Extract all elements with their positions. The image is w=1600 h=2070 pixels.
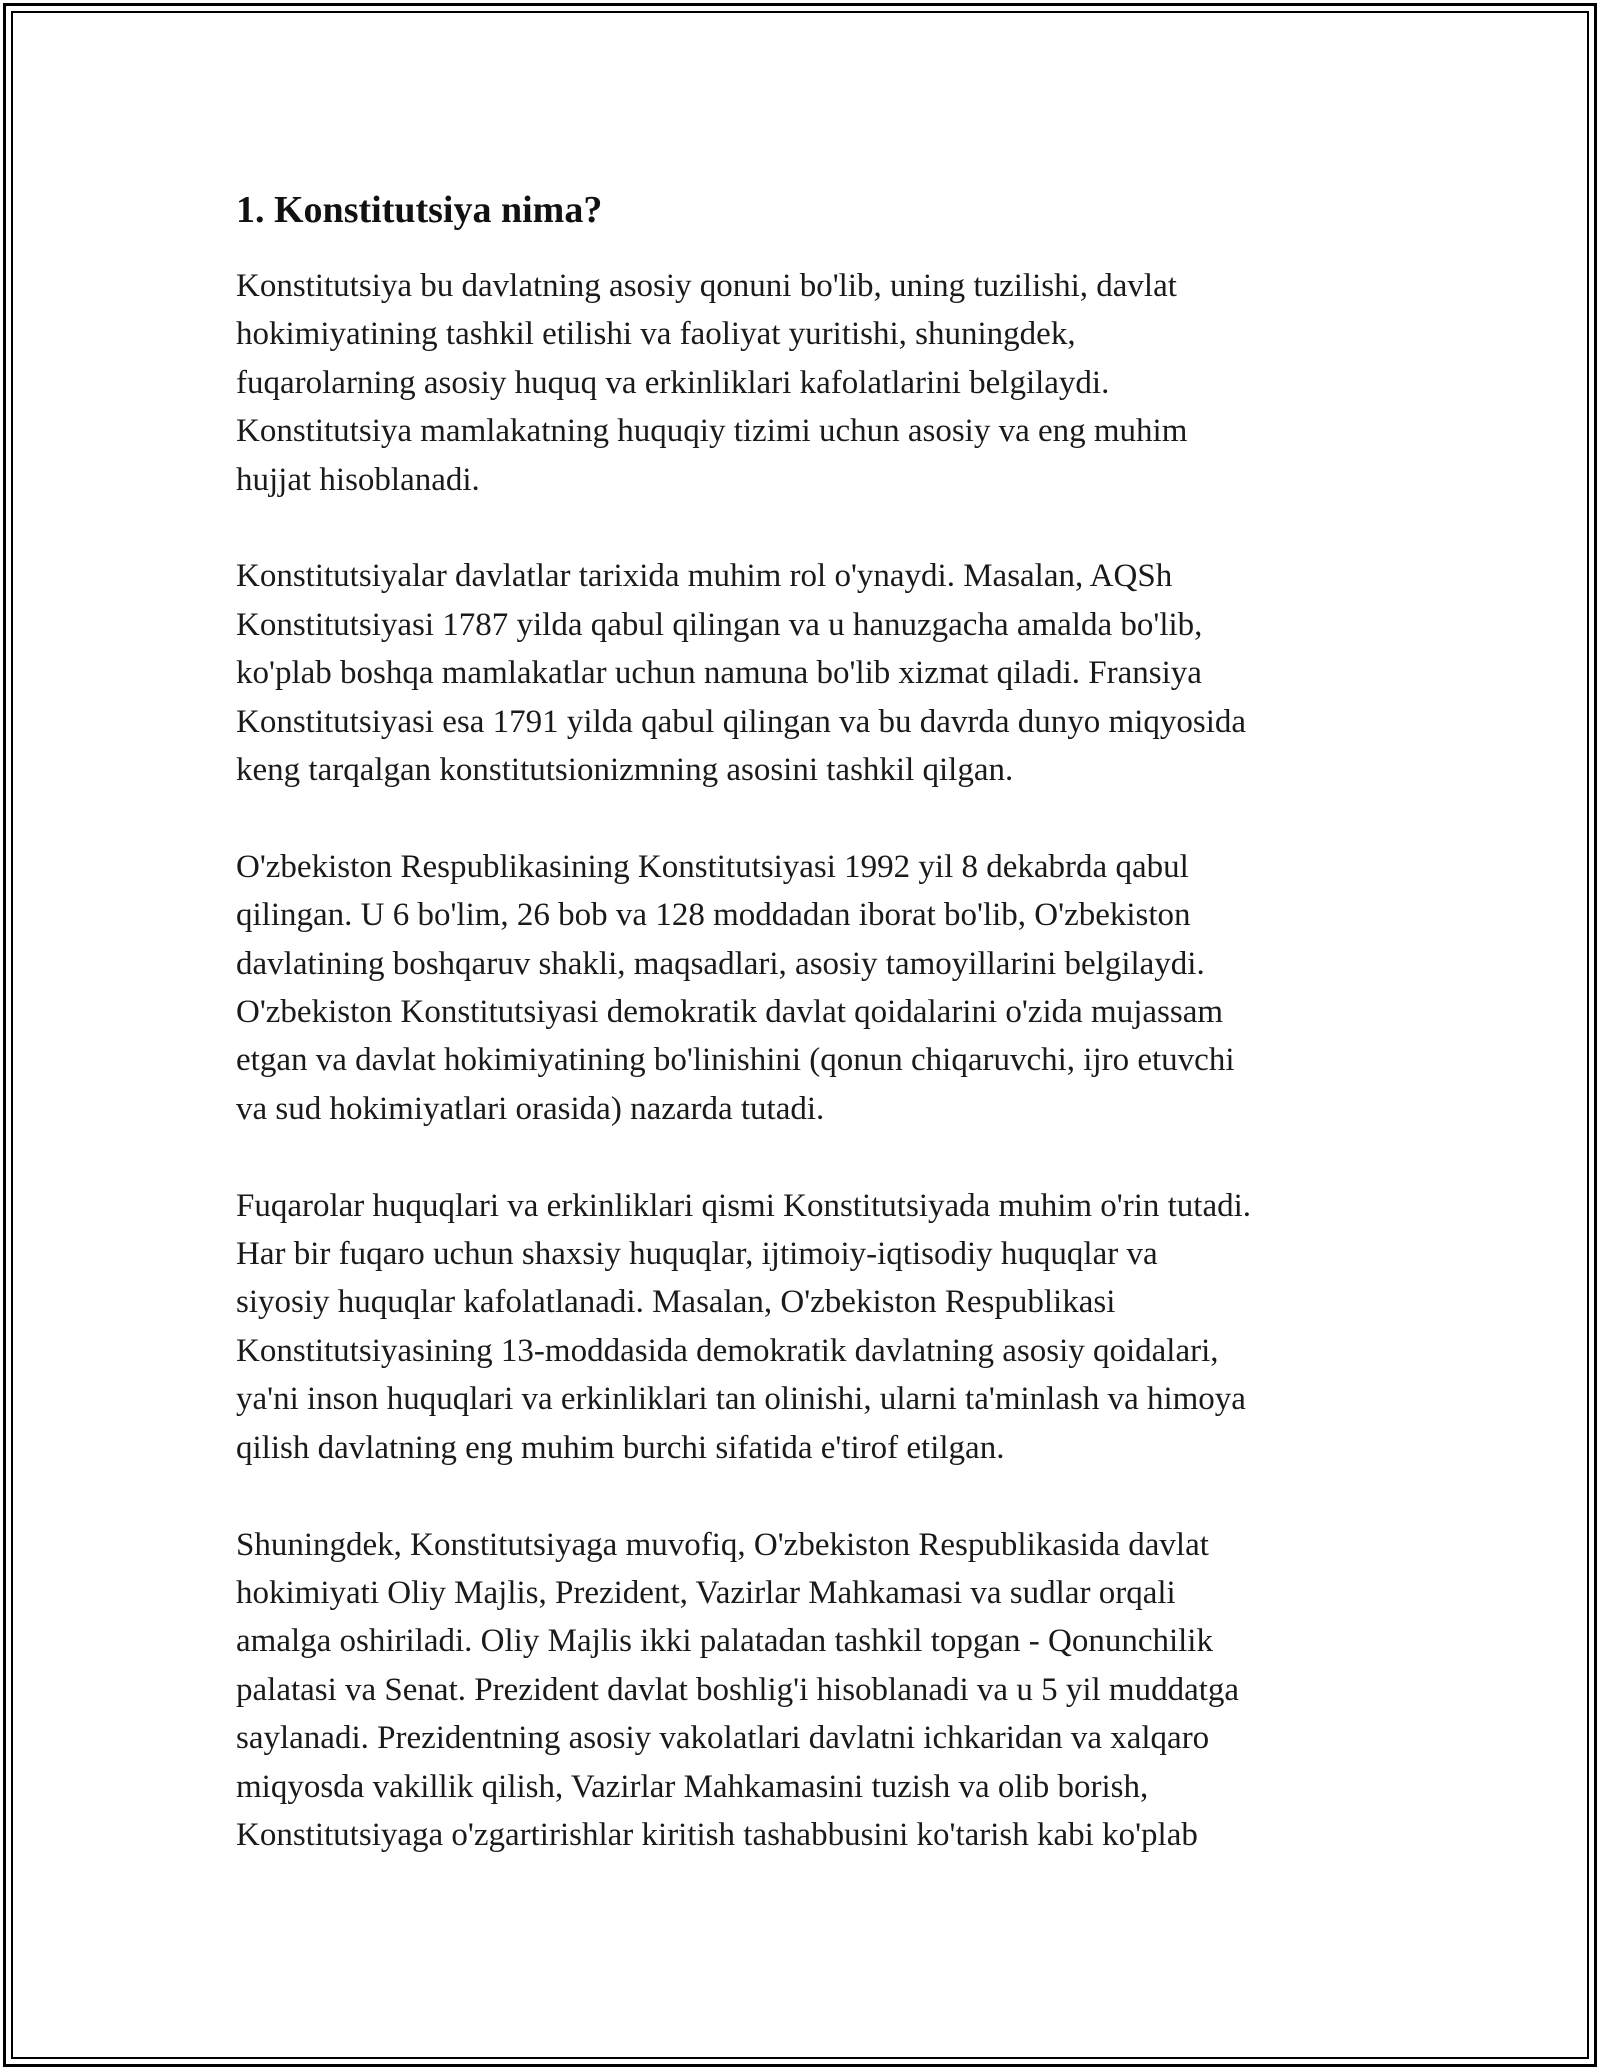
section-heading: 1. Konstitutsiya nima?	[236, 189, 603, 231]
paragraph-state-power	[236, 1521, 1376, 1860]
text-line: ya'ni inson huquqlari va erkinliklari tan olinishi, ularni ta'minlash va himoya	[236, 1381, 1246, 1418]
text-line: Konstitutsiyaga o'zgartirishlar kiritish tashabbusini ko'tarish kabi ko'plab	[236, 1816, 1198, 1853]
paragraph-history	[236, 552, 1376, 794]
text-line: va sud hokimiyatlari orasida) nazarda tutadi.	[236, 1090, 825, 1127]
text-line: qilish davlatning eng muhim burchi sifatida e'tirof etilgan.	[236, 1429, 1005, 1466]
text-line: Konstitutsiyasi esa 1791 yilda qabul qilingan va bu davrda dunyo miqyosida	[236, 703, 1247, 740]
text-line: palatasi va Senat. Prezident davlat boshlig'i hisoblanadi va u 5 yil muddatga	[236, 1671, 1240, 1708]
text-line: hokimiyati Oliy Majlis, Prezident, Vazirlar Mahkamasi va sudlar orqali	[236, 1574, 1176, 1611]
text-line: davlatining boshqaruv shakli, maqsadlari, asosiy tamoyillarini belgilaydi.	[236, 945, 1205, 982]
text-line: keng tarqalgan konstitutsionizmning asosini tashkil qilgan.	[236, 752, 1014, 789]
text-line: saylanadi. Prezidentning asosiy vakolatlari davlatni ichkaridan va xalqaro	[236, 1720, 1210, 1757]
text-line: Shuningdek, Konstitutsiyaga muvofiq, O'zbekiston Respublikasida davlat	[236, 1526, 1209, 1563]
document-body	[236, 186, 1376, 1908]
text-line: etgan va davlat hokimiyatining bo'linishini (qonun chiqaruvchi, ijro etuvchi	[236, 1042, 1235, 1079]
paragraph-citizen-rights	[236, 1182, 1376, 1472]
text-line: Konstitutsiya mamlakatning huquqiy tizimi uchun asosiy va eng muhim	[236, 413, 1188, 450]
text-line: qilingan. U 6 bo'lim, 26 bob va 128 moddadan iborat bo'lib, O'zbekiston	[236, 897, 1191, 934]
text-line: miqyosda vakillik qilish, Vazirlar Mahkamasini tuzish va olib borish,	[236, 1768, 1149, 1805]
text-line: Konstitutsiyasining 13-moddasida demokratik davlatning asosiy qoidalari,	[236, 1332, 1219, 1369]
text-line: amalga oshiriladi. Oliy Majlis ikki palatadan tashkil topgan - Qonunchilik	[236, 1623, 1213, 1660]
text-line: O'zbekiston Konstitutsiyasi demokratik davlat qoidalarini o'zida mujassam	[236, 994, 1224, 1031]
paragraph-uzbekistan-constitution	[236, 843, 1376, 1133]
paragraph-definition	[236, 262, 1376, 504]
text-line: Konstitutsiya bu davlatning asosiy qonuni bo'lib, uning tuzilishi, davlat	[236, 268, 1177, 304]
text-line: Konstitutsiyasi 1787 yilda qabul qilingan va u hanuzgacha amalda bo'lib,	[236, 606, 1203, 643]
text-line: Fuqarolar huquqlari va erkinliklari qismi Konstitutsiyada muhim o'rin tutadi.	[236, 1187, 1252, 1224]
text-line: O'zbekiston Respublikasining Konstitutsiyasi 1992 yil 8 dekabrda qabul	[236, 848, 1189, 885]
text-line: ko'plab boshqa mamlakatlar uchun namuna bo'lib xizmat qiladi. Fransiya	[236, 655, 1202, 692]
text-line: hujjat hisoblanadi.	[236, 461, 480, 498]
text-line: siyosiy huquqlar kafolatlanadi. Masalan, O'zbekiston Respublikasi	[236, 1284, 1116, 1321]
text-line: Konstitutsiyalar davlatlar tarixida muhim rol o'ynaydi. Masalan, AQSh	[236, 558, 1173, 595]
text-line: hokimiyatining tashkil etilishi va faoliyat yuritishi, shuningdek,	[236, 316, 1076, 353]
text-line: fuqarolarning asosiy huquq va erkinliklari kafolatlarini belgilaydi.	[236, 364, 1110, 401]
text-line: Har bir fuqaro uchun shaxsiy huquqlar, ijtimoiy-iqtisodiy huquqlar va	[236, 1236, 1158, 1273]
